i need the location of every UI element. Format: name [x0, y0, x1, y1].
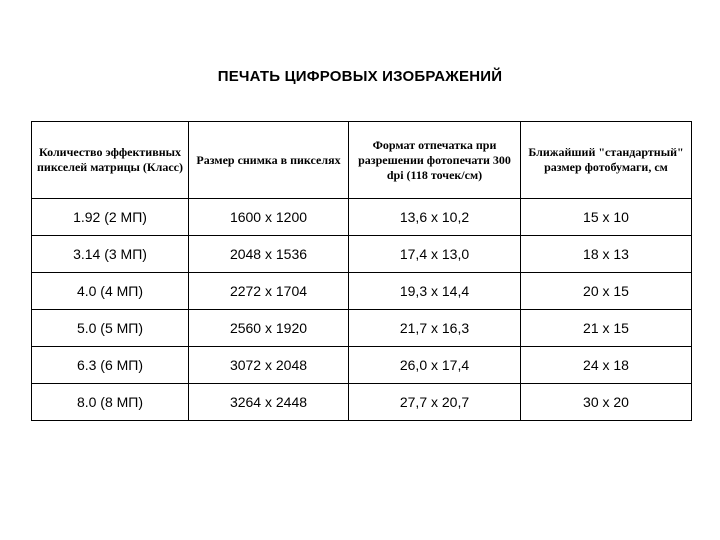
cell-pixel-count: 3.14 (3 МП): [32, 236, 189, 273]
cell-image-size: 2048 x 1536: [189, 236, 349, 273]
cell-paper-size: 21 x 15: [521, 310, 692, 347]
cell-print-format: 21,7 x 16,3: [349, 310, 521, 347]
cell-pixel-count: 1.92 (2 МП): [32, 199, 189, 236]
cell-print-format: 17,4 x 13,0: [349, 236, 521, 273]
cell-image-size: 2560 x 1920: [189, 310, 349, 347]
header-paper-size: Ближайший "стандартный" размер фотобумаги, см: [521, 122, 692, 199]
cell-image-size: 1600 x 1200: [189, 199, 349, 236]
cell-pixel-count: 5.0 (5 МП): [32, 310, 189, 347]
table-row: [32, 273, 692, 310]
cell-pixel-count: 4.0 (4 МП): [32, 273, 189, 310]
table-row: [32, 384, 692, 421]
table-row: [32, 310, 692, 347]
cell-pixel-count: 6.3 (6 МП): [32, 347, 189, 384]
table-row: [32, 199, 692, 236]
cell-paper-size: 30 x 20: [521, 384, 692, 421]
cell-image-size: 2272 x 1704: [189, 273, 349, 310]
cell-print-format: 19,3 x 14,4: [349, 273, 521, 310]
page-title: ПЕЧАТЬ ЦИФРОВЫХ ИЗОБРАЖЕНИЙ: [217, 68, 503, 85]
table-header-row: [32, 122, 692, 199]
cell-print-format: 13,6 x 10,2: [349, 199, 521, 236]
cell-print-format: 27,7 x 20,7: [349, 384, 521, 421]
table-row: [32, 347, 692, 384]
cell-print-format: 26,0 x 17,4: [349, 347, 521, 384]
cell-paper-size: 24 x 18: [521, 347, 692, 384]
header-print-format: Формат отпечатка при разрешении фотопечати 300 dpi (118 точек/см): [349, 122, 521, 199]
table-row: [32, 236, 692, 273]
cell-pixel-count: 8.0 (8 МП): [32, 384, 189, 421]
cell-paper-size: 20 x 15: [521, 273, 692, 310]
cell-paper-size: 18 x 13: [521, 236, 692, 273]
print-size-table: [31, 121, 692, 421]
cell-image-size: 3072 x 2048: [189, 347, 349, 384]
header-pixel-count: Количество эффективных пикселей матрицы (Класс): [32, 122, 189, 199]
cell-image-size: 3264 x 2448: [189, 384, 349, 421]
cell-paper-size: 15 x 10: [521, 199, 692, 236]
header-image-size: Размер снимка в пикселях: [189, 122, 349, 199]
